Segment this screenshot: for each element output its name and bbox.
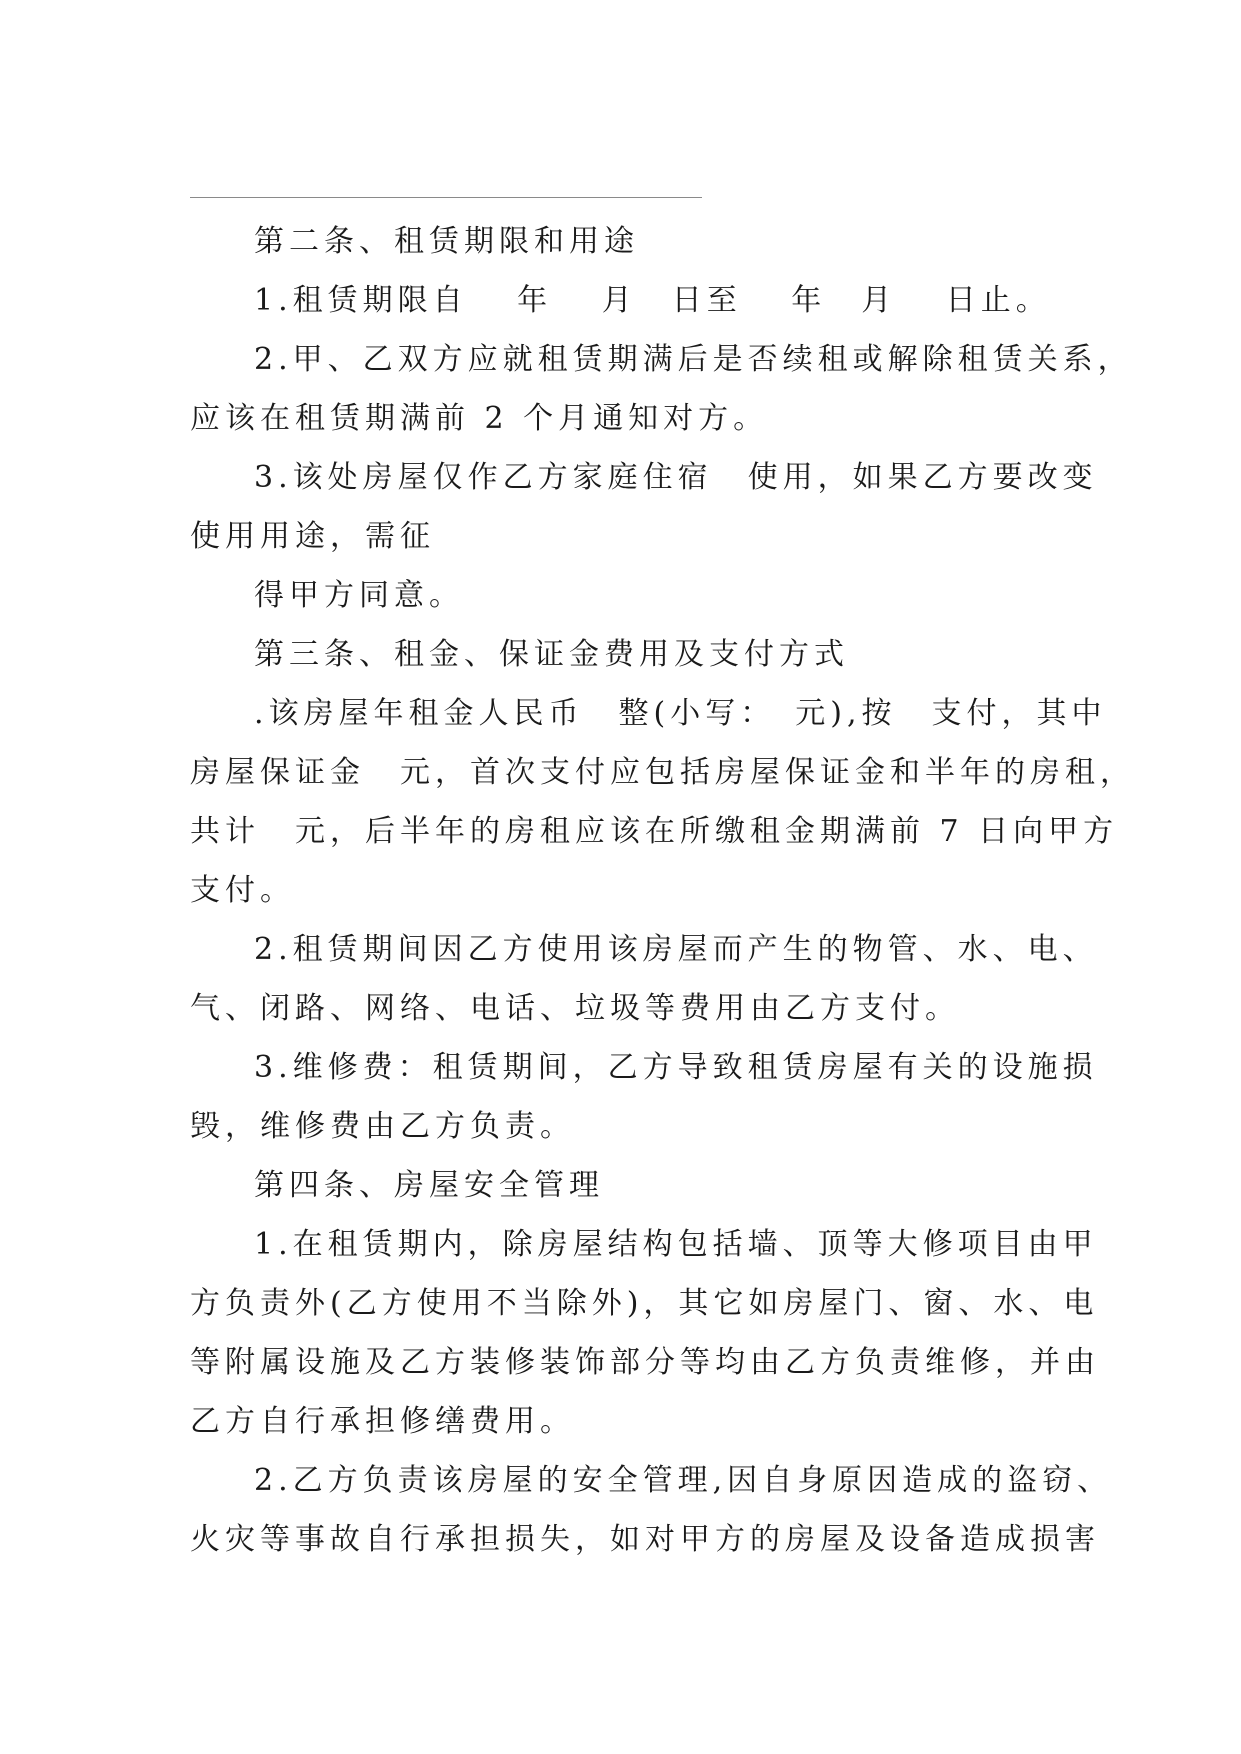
clause-3-1-cont-2: 共计 元，后半年的房租应该在所缴租金期满前 7 日向甲方 — [190, 814, 1119, 849]
clause-3-2: 2.租赁期间因乙方使用该房屋而产生的物管、水、电、 — [254, 932, 1098, 967]
clause-3-2-cont: 气、闭路、网络、电话、垃圾等费用由乙方支付。 — [190, 991, 960, 1026]
clause-3-3-cont: 毁，维修费由乙方负责。 — [190, 1109, 575, 1144]
clause-2-3-cont-2: 得甲方同意。 — [254, 578, 464, 613]
clause-4-1-cont: 方负责外(乙方使用不当除外)，其它如房屋门、窗、水、电 — [190, 1286, 1099, 1321]
article-2-heading: 第二条、租赁期限和用途 — [254, 224, 639, 259]
clause-3-3: 3.维修费：租赁期间，乙方导致租赁房屋有关的设施损 — [254, 1050, 1098, 1085]
clause-2-1: 1.租赁期限自 年 月 日至 年 月 日止。 — [254, 283, 1051, 318]
clause-2-2-cont: 应该在租赁期满前 2 个月通知对方。 — [190, 401, 769, 436]
clause-3-1-cont: 房屋保证金 元，首次支付应包括房屋保证金和半年的房租， — [190, 755, 1135, 790]
clause-2-3: 3.该处房屋仅作乙方家庭住宿 使用，如果乙方要改变 — [254, 460, 1098, 495]
clause-3-1-cont-3: 支付。 — [190, 873, 295, 908]
clause-4-1-cont-2: 等附属设施及乙方装修装饰部分等均由乙方负责维修，并由 — [190, 1345, 1100, 1380]
clause-4-2-cont: 火灾等事故自行承担损失，如对甲方的房屋及设备造成损害 — [190, 1522, 1100, 1557]
clause-4-1: 1.在租赁期内，除房屋结构包括墙、顶等大修项目由甲 — [254, 1227, 1098, 1262]
article-4-heading: 第四条、房屋安全管理 — [254, 1168, 604, 1203]
clause-3-1: .该房屋年租金人民币 整(小写： 元),按 支付，其中 — [254, 696, 1107, 731]
top-divider — [190, 197, 702, 198]
clause-2-2: 2.甲、乙双方应就租赁期满后是否续租或解除租赁关系， — [254, 342, 1133, 377]
clause-2-3-cont: 使用用途，需征 — [190, 519, 435, 554]
clause-4-2: 2.乙方负责该房屋的安全管理,因自身原因造成的盗窃、 — [254, 1463, 1113, 1498]
article-3-heading: 第三条、租金、保证金费用及支付方式 — [254, 637, 849, 672]
clause-4-1-cont-3: 乙方自行承担修缮费用。 — [190, 1404, 575, 1439]
